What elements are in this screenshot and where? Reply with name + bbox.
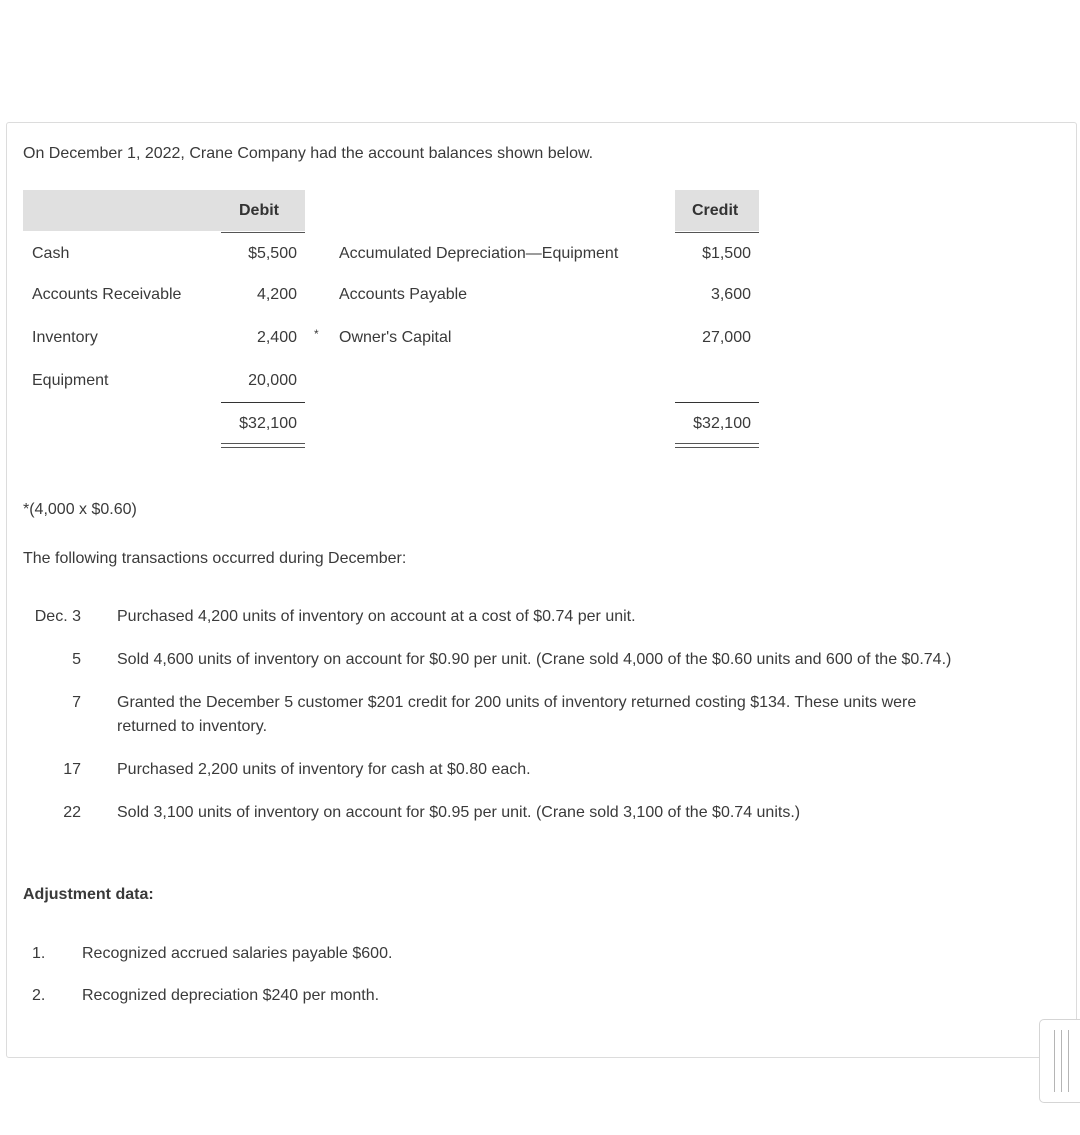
adjustment-title: Adjustment data: bbox=[23, 886, 154, 903]
credit-header-rule bbox=[675, 232, 759, 233]
footnote: *(4,000 x $0.60) bbox=[23, 501, 137, 518]
adjustment-number: 1. bbox=[32, 945, 46, 962]
table-row-debit: 20,000 bbox=[248, 372, 297, 389]
table-row-credit: 3,600 bbox=[710, 286, 751, 303]
drag-handle-widget[interactable] bbox=[1039, 1019, 1080, 1103]
table-row-debit: 2,400 bbox=[256, 329, 297, 346]
adjustment-text: Recognized depreciation $240 per month. bbox=[82, 987, 380, 1004]
adjustment-text: Recognized accrued salaries payable $600. bbox=[82, 945, 393, 962]
debit-header-rule bbox=[221, 232, 305, 233]
grip-line-icon bbox=[1054, 1030, 1055, 1092]
table-row-credit-account: Accumulated Depreciation—Equipment bbox=[339, 245, 619, 262]
intro-text: On December 1, 2022, Crane Company had the account balances shown below. bbox=[23, 145, 594, 162]
adjustment-number: 2. bbox=[32, 987, 46, 1004]
transaction-date: 22 bbox=[63, 804, 81, 821]
total-credit: $32,100 bbox=[693, 415, 751, 432]
table-row-credit-account: Accounts Payable bbox=[339, 286, 468, 303]
transaction-date: 17 bbox=[63, 761, 81, 778]
table-row-debit: 4,200 bbox=[256, 286, 297, 303]
table-row-credit: 27,000 bbox=[702, 329, 751, 346]
table-row-account: Equipment bbox=[32, 372, 109, 389]
transaction-text: Purchased 4,200 units of inventory on account at a cost of $0.74 per unit. bbox=[117, 608, 636, 625]
total-debit: $32,100 bbox=[239, 415, 297, 432]
table-row-account: Accounts Receivable bbox=[32, 286, 182, 303]
table-row-credit: $1,500 bbox=[702, 245, 751, 262]
transaction-date: 7 bbox=[72, 694, 81, 711]
credit-header: Credit bbox=[692, 202, 739, 219]
transaction-text: Granted the December 5 customer $201 credit for 200 units of inventory returned costing $134. These units were bbox=[117, 694, 917, 711]
table-row-debit: $5,500 bbox=[248, 245, 297, 262]
table-row-account: Inventory bbox=[32, 329, 98, 346]
transaction-text: Sold 4,600 units of inventory on account for $0.90 per unit. (Crane sold 4,000 of the $0.60 units and 600 of the $0.74.) bbox=[117, 651, 952, 668]
transaction-date: Dec. 3 bbox=[34, 608, 81, 625]
problem-card bbox=[6, 122, 1077, 1058]
table-row-credit-account: Owner's Capital bbox=[339, 329, 452, 346]
transaction-text: Sold 3,100 units of inventory on account for $0.95 per unit. (Crane sold 3,100 of the $0.74 units.) bbox=[117, 804, 801, 821]
credit-subtotal-rule bbox=[675, 402, 759, 403]
grip-line-icon bbox=[1061, 1030, 1062, 1092]
debit-header: Debit bbox=[239, 202, 279, 219]
transaction-text: Purchased 2,200 units of inventory for cash at $0.80 each. bbox=[117, 761, 531, 778]
transaction-date: 5 bbox=[72, 651, 81, 668]
transaction-text-continued: returned to inventory. bbox=[117, 718, 268, 735]
transactions-intro: The following transactions occurred during December: bbox=[23, 550, 407, 567]
credit-double-rule bbox=[675, 443, 759, 448]
debit-subtotal-rule bbox=[221, 402, 305, 403]
footnote-marker: * bbox=[314, 327, 319, 341]
grip-line-icon bbox=[1068, 1030, 1069, 1092]
table-row-account: Cash bbox=[32, 245, 70, 262]
debit-double-rule bbox=[221, 443, 305, 448]
